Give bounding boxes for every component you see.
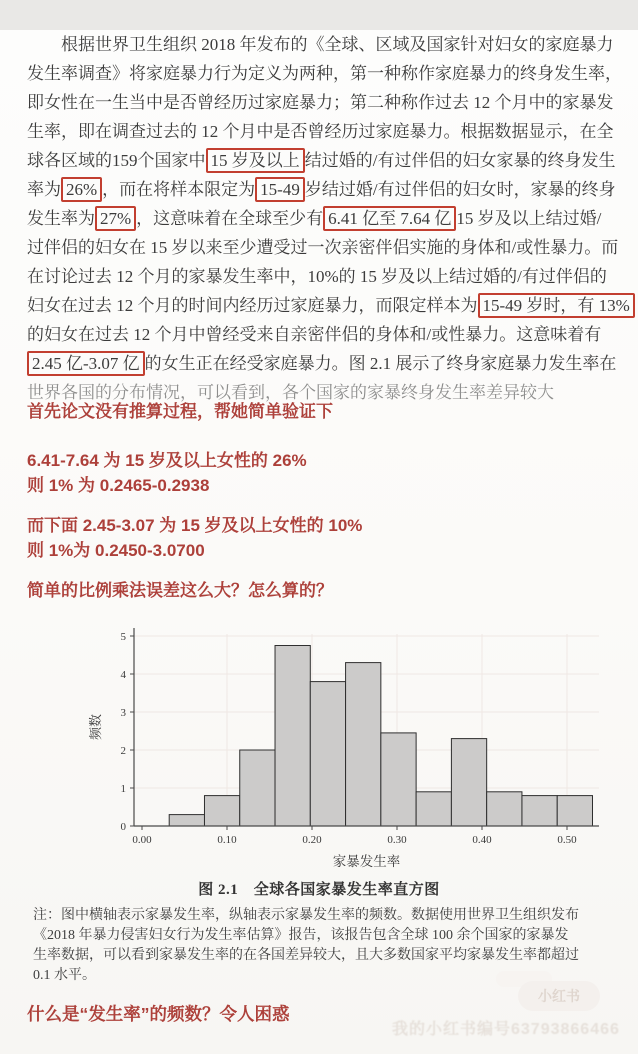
histogram-bar [275,646,310,827]
body-paragraph [27,30,630,378]
histogram-bar [487,792,522,826]
annotation-block [27,578,611,603]
document-page [0,30,638,1054]
x-axis-title: 家暴发生率 [332,854,401,869]
histogram-chart [84,618,624,876]
paragraph-text: 发生率调查》将家庭暴力行为定义为两种，第一种称作家庭暴力的终身发生率， [27,64,622,83]
paragraph-text: ，而在将样本限定为 [102,180,256,199]
paragraph-text: 根据世界卫生组织 2018 年发布的《全球、区域及国家针对妇女的家庭暴力 [61,35,614,54]
paragraph-line [27,59,622,88]
annotation-block [27,448,611,498]
paragraph-line [27,349,617,378]
paragraph-text: 过伴侣的妇女在 15 岁以来至少遭受过一次亲密伴侣实施的身体和/或性暴力。而 [27,238,619,257]
x-tick-label: 0.40 [472,834,492,846]
highlight-box: 15-49 岁时，有 13% [478,293,635,318]
y-tick-label: 2 [120,745,126,757]
x-tick-label: 0.00 [132,834,152,846]
annotation-line: 则 1%为 0.2450-3.0700 [27,541,205,560]
paragraph-text: 生率，即在调查过去的 12 个月中是否曾经历过家庭暴力。根据数据显示，在全 [27,122,614,141]
paragraph-text: 在讨论过去 12 个月的家暴发生率中，10%的 15 岁及以上结过婚的/有过伴侣的 [27,267,607,286]
paragraph-text: 球各区域的159个国家中 [27,151,206,170]
histogram-figure [0,618,638,986]
annotation-line: 则 1% 为 0.2465-0.2938 [27,476,210,495]
highlight-box: 26% [61,177,102,202]
paragraph-text: 妇女在过去 12 个月的时间内经历过家庭暴力，而限定样本为 [27,296,478,315]
figure-note-line: 0.1 水平。 [33,968,96,983]
figure-note-line: 《2018 年暴力侵害妇女行为发生率估算》报告，该报告包含全球 100 余个国家的家暴发 [33,928,569,943]
histogram-bar [346,663,381,826]
histogram-bar [416,792,451,826]
histogram-bar [169,815,204,826]
clipped-paragraph-line: 世界各国的分布情况，可以看到，各个国家的家暴终身发生率差异较大 [27,383,554,402]
paragraph-line [27,30,614,59]
annotation-line: 首先论文没有推算过程，帮她简单验证下 [27,402,333,421]
figure-note-line: 注：图中横轴表示家暴发生率，纵轴表示家暴发生率的频数。数据使用世界卫生组织发布 [33,908,579,923]
paragraph-text: 的妇女在过去 12 个月中曾经受来自亲密伴侣的身体和/或性暴力。这意味着有 [27,325,602,344]
highlight-box: 15 岁及以上 [206,148,305,173]
x-tick-label: 0.10 [217,834,237,846]
highlight-box: 6.41 亿至 7.64 亿 [323,206,456,231]
bottom-comment: 什么是“发生率”的频数？令人困惑 [27,1004,290,1024]
histogram-bar [240,750,275,826]
reviewer-annotations [27,399,611,603]
y-tick-label: 0 [120,821,126,833]
paragraph-line [27,262,611,291]
histogram-bar [522,796,557,826]
annotation-line: 简单的比例乘法误差这么大？怎么算的？ [27,581,333,600]
paragraph-line [27,291,630,320]
highlight-box: 15-49 [255,177,305,202]
histogram-bar [557,796,592,826]
x-tick-label: 0.50 [557,834,577,846]
paragraph-text: 的女生正在经受家庭暴力。图 2.1 展示了终身家庭暴力发生率在 [144,354,617,373]
figure-note-line: 生率数据，可以看到家暴发生率的在各国差异较大，且大多数国家平均家暴发生率都超过 [33,948,579,963]
histogram-bar [310,682,345,826]
highlight-box: 2.45 亿-3.07 亿 [27,351,145,376]
y-axis-title: 频数 [88,713,103,741]
histogram-bar [451,739,486,826]
paragraph-text: 率为 [27,180,61,199]
histogram-bar [381,733,416,826]
paragraph-line [27,233,619,262]
paragraph-line [27,204,611,233]
highlight-box: 27% [95,206,136,231]
histogram-bar [204,796,239,826]
annotation-block [27,399,611,424]
figure-caption: 图 2.1 全球各国家暴发生率直方图 [198,882,440,898]
paragraph-text: 岁结过婚/有过伴侣的妇女时，家暴的终身 [304,180,616,199]
y-tick-label: 4 [120,669,126,681]
annotation-block [27,513,611,563]
paragraph-line [27,146,616,175]
x-tick-label: 0.30 [387,834,407,846]
paragraph-text: 发生率为 [27,209,95,228]
xiaohongshu-watermark-badge: 小红书 [518,981,600,1011]
x-tick-label: 0.20 [302,834,322,846]
paragraph-line [27,117,614,146]
paragraph-text: ，这意味着在全球至少有 [136,209,324,228]
paragraph-text: 即女性在一生当中是否曾经历过家庭暴力；第二种称作过去 12 个月中的家暴发 [27,93,614,112]
annotation-line: 6.41-7.64 为 15 岁及以上女性的 26% [27,451,307,470]
y-tick-label: 5 [120,631,126,643]
y-tick-label: 3 [120,707,126,719]
paragraph-text: 结过婚的/有过伴侣的妇女家暴的终身发生 [304,151,616,170]
y-tick-label: 1 [120,783,126,795]
paragraph-line [27,88,614,117]
paragraph-text: 15 岁及以上结过婚/ [456,209,602,228]
paragraph-line [27,320,611,349]
xiaohongshu-watermark-text: 我的小红书编号63793866466 [392,1021,620,1038]
annotation-line: 而下面 2.45-3.07 为 15 岁及以上女性的 10% [27,516,363,535]
paragraph-line [27,175,616,204]
